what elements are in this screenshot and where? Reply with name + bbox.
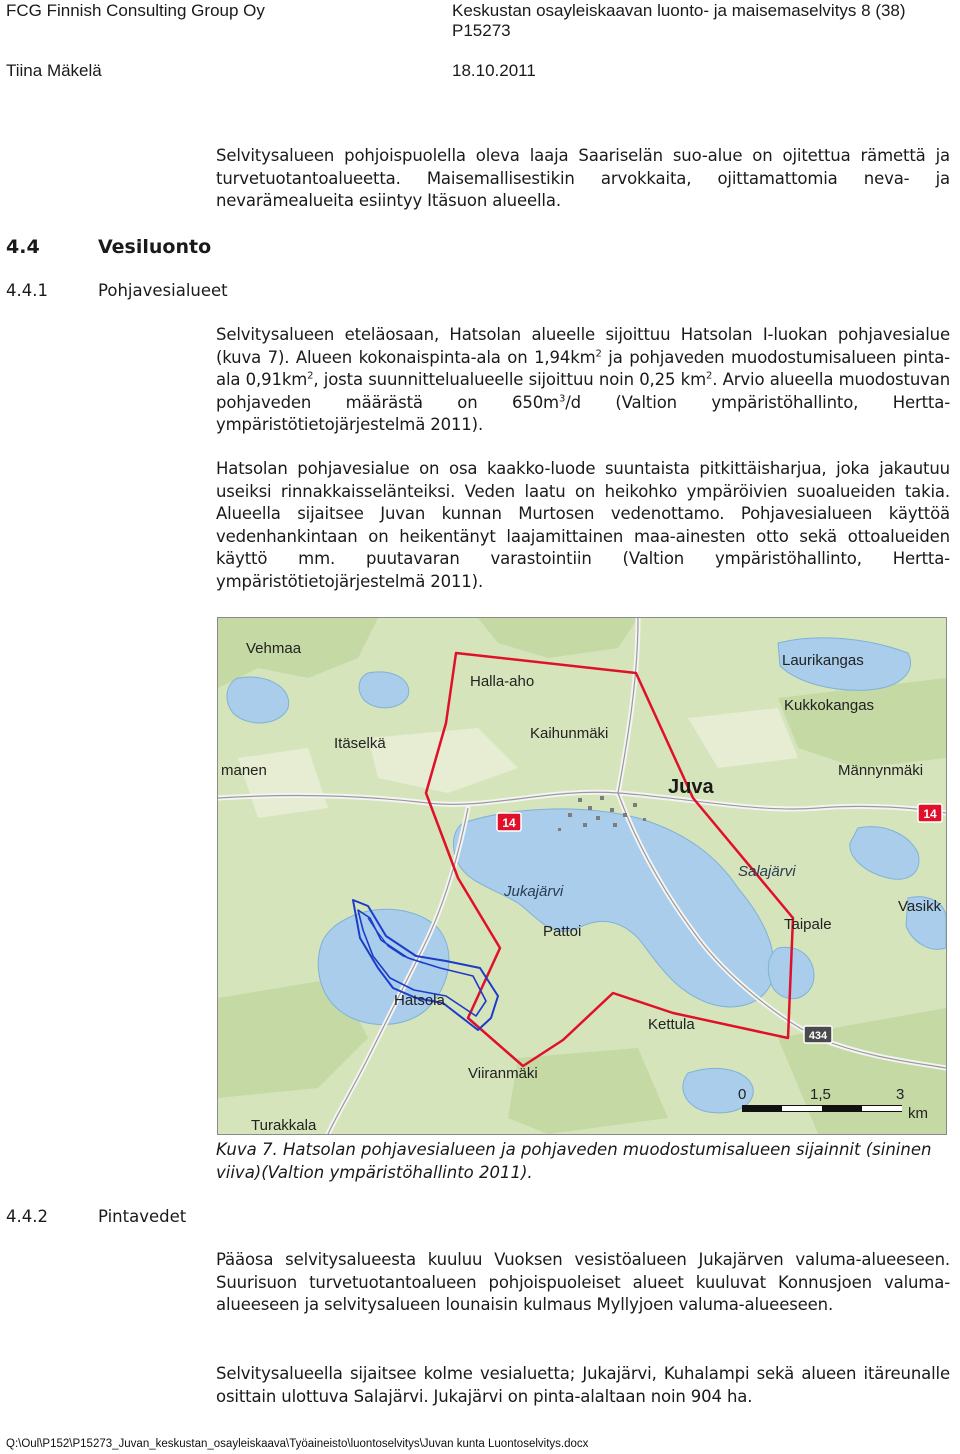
place-kukkokangas: Kukkokangas [784, 697, 875, 714]
place-salajarvi: Salajärvi [738, 863, 796, 880]
road-shield-434 [804, 1026, 832, 1043]
p2-text-d: . Arvio alueella muodostuvan pohjaveden määrästä on 650m [216, 370, 951, 412]
svg-text:14: 14 [923, 807, 937, 821]
place-manen: manen [221, 762, 267, 779]
paragraph-catchment: Pääosa selvitysalueesta kuuluu Vuoksen vesistöalueen Jukajärven valuma-alueeseen. Suurisuon turvetuotantoalueen pohjoispuoleiset alueet kuuluvat Konnusjoen valuma-alueeseen ja selvitysalueen lounaisin kulmaus Myllyjoen valuma-alueeseen. [216, 1250, 950, 1315]
place-laurikangas: Laurikangas [782, 652, 864, 669]
place-mannynmaki: Männynmäki [838, 762, 924, 779]
road-shield-14b [918, 804, 942, 822]
header-company: FCG Finnish Consulting Group Oy [6, 1, 265, 20]
figure-map-hatsola [217, 617, 947, 1135]
scale-label-1-5: 1,5 [810, 1086, 831, 1103]
section-number-4-4-1: 4.4.1 [6, 281, 48, 300]
section-title-vesiluonto: Vesiluonto [98, 236, 212, 258]
place-vehmaa: Vehmaa [246, 640, 302, 657]
p2-superscript-3: 2 [706, 370, 713, 382]
section-number-4-4: 4.4 [6, 236, 40, 258]
p2-text-e: /d (Valtion ympäristöhallinto, Hertta-ympäristötietojärjestelmä 2011). [216, 392, 950, 435]
p2-text-c: , josta suunnittelualueelle sijoittuu noin 0,25 km [313, 370, 707, 390]
section-title-pohjavesialueet: Pohjavesialueet [98, 281, 228, 300]
section-number-4-4-2: 4.4.2 [6, 1207, 48, 1226]
footer-file-path: Q:\Oul\P152\P15273_Juvan_keskustan_osayleiskaava\Työaineisto\luontoselvitys\Juvan kunta Luontoselvitys.docx [6, 1438, 589, 1450]
p2-superscript-1: 2 [595, 348, 602, 360]
header-date: 18.10.2011 [452, 61, 536, 80]
caption-text: Hatsolan pohjavesialueen ja pohjaveden muodostumisalueen sijainnit (sininen viiva)(Valtion ympäristöhallinto 2011). [216, 1140, 932, 1182]
paragraph-saariselka: Selvitysalueen pohjoispuolella oleva laaja Saariselän suo-alue on ojitettua rämettä ja turvetuotantoalueetta. Maisemallisestikin arvokkaita, ojittamattomia neva- ja nevarämealueita esiintyy Itäsuon alueella. [216, 146, 950, 211]
header-project-number: P15273 [452, 21, 511, 40]
road-shield-14a [497, 813, 521, 831]
place-itaselka: Itäselkä [334, 735, 386, 752]
place-viiranmaki: Viiranmäki [468, 1065, 538, 1082]
paragraph-hatsola-groundwater [216, 324, 950, 437]
place-jukajarvi: Jukajärvi [504, 883, 564, 900]
place-taipale: Taipale [784, 916, 832, 933]
place-kaihunmaki: Kaihunmäki [530, 725, 609, 742]
scale-label-3: 3 [896, 1086, 905, 1103]
header-doc-title: Keskustan osayleiskaavan luonto- ja maisemaselvitys 8 (38) [452, 1, 906, 20]
place-halla-aho: Halla-aho [470, 673, 535, 690]
section-title-pintavedet: Pintavedet [98, 1207, 187, 1226]
figure-caption [216, 1139, 950, 1184]
place-vasikk: Vasikk [898, 898, 942, 915]
caption-label: Kuva 7. [216, 1140, 278, 1159]
place-pattoi: Pattoi [543, 923, 582, 940]
svg-text:14: 14 [502, 816, 516, 830]
place-hatsola: Hatsola [394, 992, 445, 1009]
p2-text-a: Selvitysalueen eteläosaan, Hatsolan alueelle sijoittuu Hatsolan I-luokan pohjavesialue (kuva 7). Alueen kokonaispinta-ala on 1,94km [216, 325, 950, 367]
paragraph-water-areas: Selvitysalueella sijaitsee kolme vesialuetta; Jukajärvi, Kuhalampi sekä alueen itäreunalle osittain ulottuva Salajärvi. Jukajärvi on pinta-alaltaan noin 904 ha. [216, 1364, 950, 1406]
place-turakkala: Turakkala [251, 1117, 317, 1134]
place-kettula: Kettula [648, 1016, 695, 1033]
scale-label-0: 0 [738, 1086, 747, 1103]
scale-unit: km [908, 1105, 928, 1122]
p2-superscript-4: 3 [558, 393, 566, 405]
svg-text:434: 434 [808, 1030, 828, 1042]
map-svg [218, 618, 946, 1134]
p2-superscript-2: 2 [307, 370, 314, 382]
p2-text-b: ja pohjaveden muodostumisalueen pinta-ala 0,91km [216, 347, 950, 390]
header-author: Tiina Mäkelä [6, 61, 102, 80]
place-juva: Juva [668, 776, 714, 798]
paragraph-hatsola-esker: Hatsolan pohjavesialue on osa kaakko-luode suuntaista pitkittäisharjua, joka jakautuu useiksi rinnakkaisselänteiksi. Veden laatu on heikohko ympäröivien suoalueiden takia. Alueella sijaitsee Juvan kunnan Murtosen vedenottamo. Pohjavesialueen käyttöä vedenhankintaan on heikentänyt laajamittainen maa-ainesten otto sekä ottoalueiden käyttö mm. puutavaran varastointiin (Valtion ympäristöhallinto, Hertta-ympäristötietojärjestelmä 2011). [216, 459, 950, 591]
